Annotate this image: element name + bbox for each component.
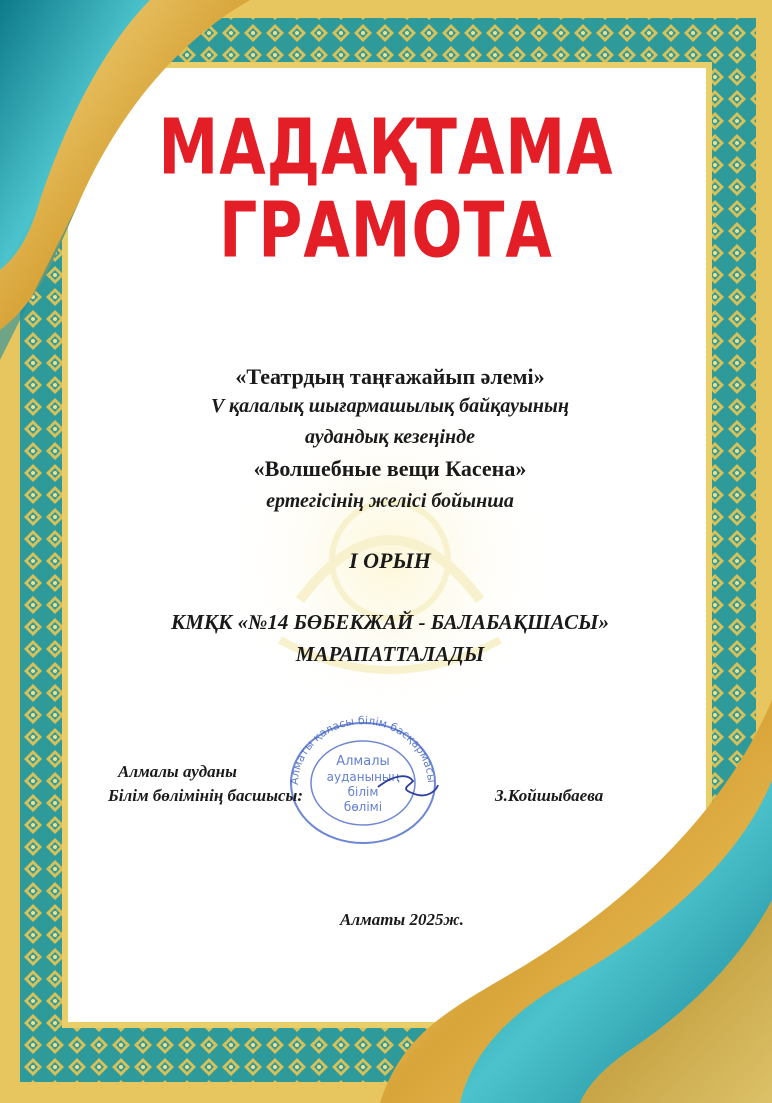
stamp-center-line: Алмалы — [336, 754, 390, 769]
stamp-center-line: ауданының — [326, 770, 400, 784]
contest-name: «Театрдың таңғажайып әлемі» — [235, 364, 545, 389]
stamp-center-line: бөлімі — [343, 800, 383, 814]
certificate-title-ru: ГРАМОТА — [219, 186, 553, 276]
contest-line-1: V қалалық шығармашылық байқауының — [211, 395, 569, 417]
stamp-ring-text: Алматы қаласы білім басқармасы — [287, 715, 439, 786]
signer-organization: Алмалы ауданы — [118, 762, 237, 781]
official-stamp — [278, 715, 448, 845]
awarded-text: МАРАПАТТАЛАДЫ — [295, 642, 485, 666]
contest-line-2: аудандық кезеңінде — [305, 426, 475, 448]
place-award: І ОРЫН — [349, 548, 431, 573]
play-description: ертегісінің желісі бойынша — [266, 490, 514, 512]
play-name: «Волшебные вещи Касена» — [253, 456, 527, 481]
certificate-title-kz: МАДАҚТАМА — [158, 103, 614, 193]
recipient-name: КМҚК «№14 БӨБЕКЖАЙ - БАЛАБАҚШАСЫ» — [170, 610, 610, 634]
signer-name: З.Койшыбаева — [495, 786, 604, 805]
signer-title: Білім бөлімінің басшысы: — [108, 786, 304, 805]
city-year: Алматы 2025ж. — [340, 910, 464, 929]
stamp-center-line: білім — [347, 785, 379, 799]
